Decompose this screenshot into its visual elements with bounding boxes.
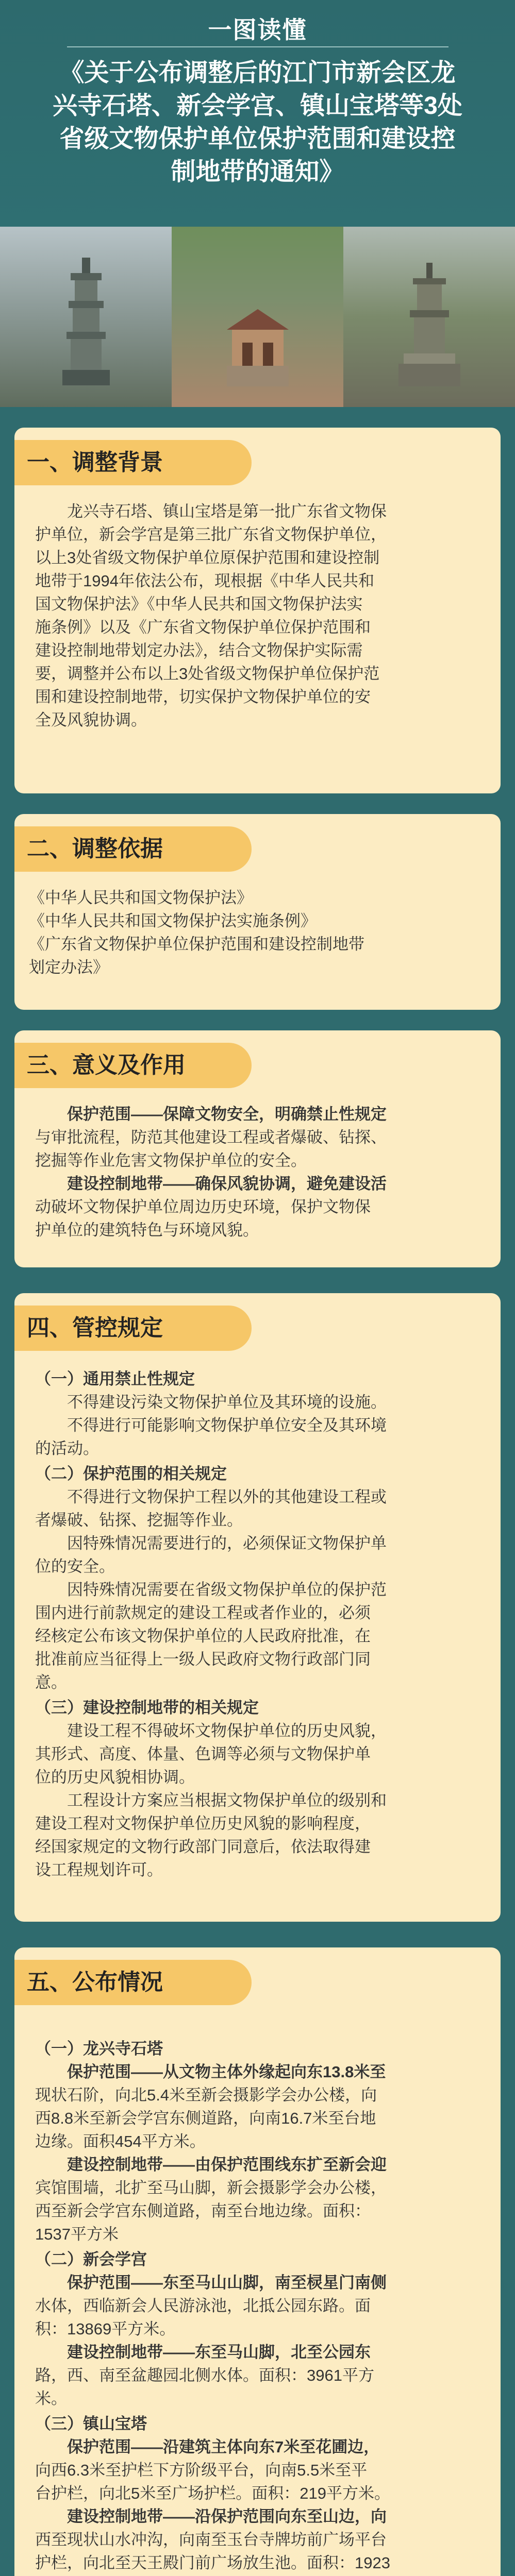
roof-icon	[191, 252, 325, 397]
text-line: 地带于1994年依法公布，现根据《中华人民共和	[35, 572, 374, 590]
section-heading: 一、调整背景	[14, 440, 252, 485]
text-line: 西至现状山水冲沟，向南至玉台寺牌坊前广场平台	[35, 2531, 387, 2549]
text-line: 不得进行可能影响文物保护单位安全及其环境	[67, 1416, 387, 1434]
title-line: 兴寺石塔、新会学宫、镇山宝塔等3处	[53, 92, 462, 120]
text-line: 经核定公布该文物保护单位的人民政府批准，在	[35, 1627, 371, 1645]
text-line: 因特殊情况需要进行的，必须保证文物保护单	[67, 1534, 387, 1552]
text-line: 护单位的建筑特色与环境风貌。	[35, 1221, 259, 1239]
text-line: 围和建设控制地带，切实保护文物保护单位的安	[35, 688, 371, 706]
sub-heading: （二）新会学宫	[35, 2250, 147, 2268]
text-line: 路，西、南至盆趣园北侧水体。面积：3961平方	[35, 2366, 374, 2384]
header-label: 一图读懂	[208, 16, 307, 43]
text-line: 《中华人民共和国文物保护法实施条例》	[29, 912, 317, 930]
title-line: 省级文物保护单位保护范围和建设控	[59, 125, 456, 152]
section-heading: 三、意义及作用	[14, 1043, 252, 1088]
pagoda-icon	[398, 252, 460, 397]
section-significance	[14, 1030, 501, 1267]
text-line: 《中华人民共和国文物保护法》	[29, 889, 253, 907]
text-line: 保护范围——保障文物安全，明确禁止性规定	[67, 1105, 387, 1123]
text-line: 全及风貌协调。	[35, 711, 147, 729]
text-line: 积：13869平方米。	[35, 2320, 176, 2338]
text-line: 米。	[35, 2389, 67, 2408]
section-heading: 二、调整依据	[14, 826, 252, 872]
sub-heading: （一）通用禁止性规定	[35, 1370, 195, 1388]
title-line: 《关于公布调整后的江门市新会区龙	[59, 59, 456, 87]
text-line: 现状石阶，向北5.4米至新会摄影学会办公楼，向	[35, 2086, 377, 2104]
pagoda-icon	[55, 252, 117, 397]
text-line: 划定办法》	[29, 958, 109, 976]
text-line: 要，调整并公布以上3处省级文物保护单位保护范	[35, 665, 380, 683]
text-line: 保护范围——东至马山山脚，南至棂星门南侧	[67, 2274, 387, 2292]
document-title	[21, 57, 494, 189]
text-line: 国文物保护法》《中华人民共和国文物保护法实	[35, 595, 363, 613]
text-line: 不得建设污染文物保护单位及其环境的设施。	[67, 1393, 387, 1411]
text-line: 建设控制地带划定办法》，结合文物保护实际需	[35, 641, 363, 659]
text-line: 建设工程不得破坏文物保护单位的历史风貌，	[67, 1722, 387, 1740]
text-line: 其形式、高度、体量、色调等必须与文物保护单	[35, 1745, 371, 1763]
section-body	[35, 2035, 482, 2576]
text-line: 工程设计方案应当根据文物保护单位的级别和	[67, 1791, 387, 1809]
text-line: 与审批流程，防范其他建设工程或者爆破、钻探、	[35, 1128, 387, 1146]
text-line: 以上3处省级文物保护单位原保护范围和建设控制	[35, 549, 380, 567]
section-background	[14, 428, 501, 793]
text-line: 动破坏文物保护单位周边历史环境，保护文物保	[35, 1198, 371, 1216]
text-line: 者爆破、钻探、挖掘等作业。	[35, 1511, 243, 1529]
text-line: 向西6.3米至护栏下方阶级平台，向南5.5米至平	[35, 2461, 368, 2479]
stone-pagoda-photo	[0, 227, 172, 407]
text-line: 的活动。	[35, 1439, 99, 1458]
text-line: 建设控制地带——东至马山脚，北至公园东	[67, 2343, 371, 2361]
academy-photo	[172, 227, 343, 407]
text-line: 水体，西临新会人民游泳池，北抵公园东路。面	[35, 2297, 371, 2315]
sub-heading: （三）建设控制地带的相关规定	[35, 1699, 259, 1717]
text-line: 批准前应当征得上一级人民政府文物行政部门同	[35, 1650, 371, 1668]
text-line: 护单位，新会学宫是第三批广东省文物保护单位，	[35, 526, 387, 544]
text-line: 位的安全。	[35, 1557, 115, 1575]
text-line: 位的历史风貌相协调。	[35, 1768, 195, 1786]
text-line: 1537平方米	[35, 2225, 119, 2243]
section-body	[35, 1103, 482, 1242]
header-divider	[67, 46, 448, 47]
text-line: 边缘。面积454平方米。	[35, 2132, 206, 2150]
photo-strip	[0, 227, 515, 407]
text-line: 护栏，向北至天王殿门前广场放生池。面积：1923	[35, 2554, 390, 2572]
text-line: 建设工程对文物保护单位历史风貌的影响程度，	[35, 1815, 371, 1833]
section-body	[35, 500, 482, 732]
text-line: 施条例》以及《广东省文物保护单位保护范围和	[35, 618, 371, 636]
text-line: 建设控制地带——沿保护范围向东至山边，向	[67, 2507, 387, 2526]
text-line: 建设控制地带——由保护范围线东扩至新会迎	[67, 2156, 387, 2174]
text-line: 建设控制地带——确保风貌协调，避免建设活	[67, 1175, 387, 1193]
section-announcement	[14, 1947, 501, 2576]
text-line: 宾馆围墙，北扩至马山脚，新会摄影学会办公楼，	[35, 2179, 387, 2197]
text-line: 龙兴寺石塔、镇山宝塔是第一批广东省文物保	[67, 502, 387, 520]
section-basis	[14, 814, 501, 1010]
section-body	[35, 1365, 482, 1882]
text-line: 保护范围——沿建筑主体向东7米至花圃边，	[67, 2438, 380, 2456]
section-body	[29, 886, 482, 979]
text-line: 因特殊情况需要在省级文物保护单位的保护范	[67, 1581, 387, 1599]
text-line: 经国家规定的文物行政部门同意后，依法取得建	[35, 1838, 371, 1856]
text-line: 西8.8米至新会学宫东侧道路，向南16.7米至台地	[35, 2109, 376, 2127]
section-heading: 五、公布情况	[14, 1960, 252, 2005]
title-line: 制地带的通知》	[171, 158, 344, 185]
text-line: 挖掘等作业危害文物保护单位的安全。	[35, 1151, 307, 1170]
text-line: 保护范围——从文物主体外缘起向东13.8米至	[67, 2063, 386, 2081]
sub-heading: （三）镇山宝塔	[35, 2415, 147, 2433]
section-regulations	[14, 1293, 501, 1922]
text-line: 意。	[35, 1673, 67, 1691]
sub-heading: （一）龙兴寺石塔	[35, 2040, 163, 2058]
text-line: 设工程规划许可。	[35, 1861, 163, 1879]
section-heading: 四、管控规定	[14, 1306, 252, 1351]
sub-heading: （二）保护范围的相关规定	[35, 1465, 227, 1483]
zhenshan-pagoda-photo	[343, 227, 515, 407]
text-line: 《广东省文物保护单位保护范围和建设控制地带	[29, 935, 364, 953]
text-line: 西至新会学宫东侧道路，南至台地边缘。面积：	[35, 2202, 371, 2220]
text-line: 台护栏，向北5米至广场护栏。面积：219平方米。	[35, 2484, 390, 2502]
text-line: 不得进行文物保护工程以外的其他建设工程或	[67, 1488, 387, 1506]
text-line: 围内进行前款规定的建设工程或者作业的，必须	[35, 1604, 371, 1622]
